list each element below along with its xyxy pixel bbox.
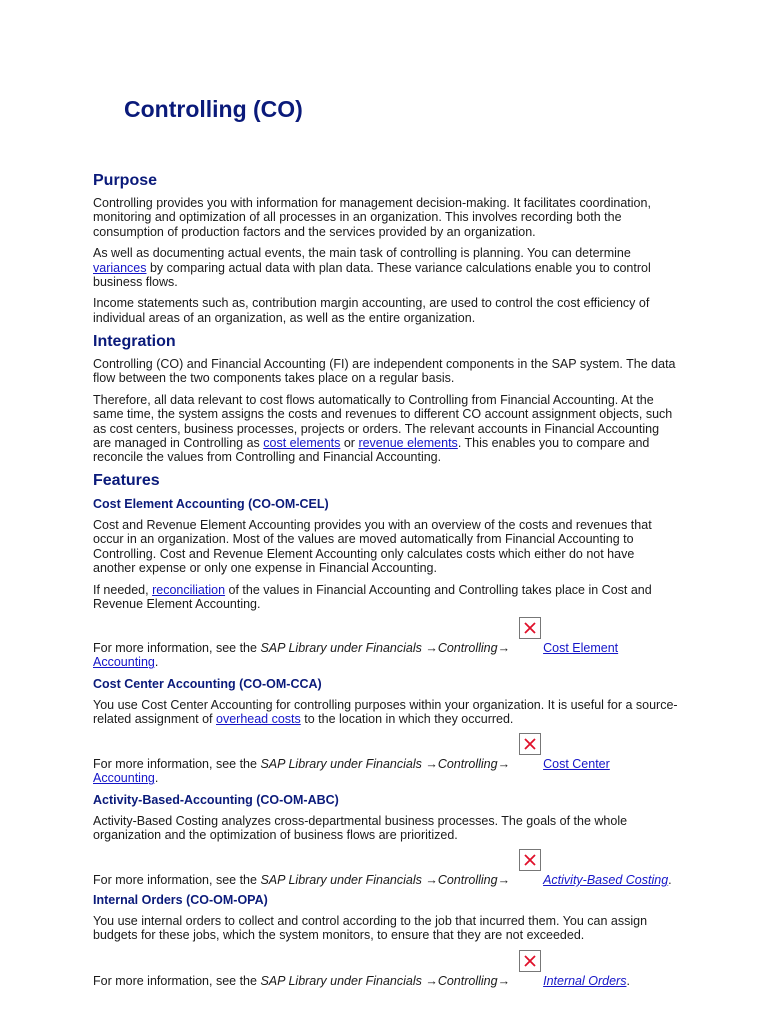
text: .	[626, 974, 630, 988]
cel-subsection	[93, 497, 678, 611]
text: As well as documenting actual events, the main task of controlling is planning. You can determine	[93, 246, 631, 261]
opa-subsection	[93, 893, 678, 943]
cca-subsection	[93, 677, 678, 727]
abc-more-info-line	[93, 873, 678, 887]
abc-heading: Activity-Based-Accounting (CO-OM-ABC)	[93, 793, 339, 807]
internal-orders-link[interactable]: Internal Orders	[543, 974, 627, 988]
library-path: SAP Library under Financials →Controlling→	[260, 641, 511, 655]
cca-paragraph-1	[93, 698, 678, 727]
text: For more information, see the	[93, 757, 261, 771]
text: or	[340, 436, 359, 451]
cel-more-info	[93, 641, 678, 670]
cca-more-info-line	[93, 757, 678, 786]
opa-more-info-line	[93, 974, 678, 988]
text: . This enables you to compare and reconcile the values from Controlling and Financial Accounting.	[93, 436, 650, 465]
cost-element-accounting-link[interactable]: Cost Element	[543, 641, 619, 655]
text: For more information, see the	[93, 641, 261, 655]
text: For more information, see the	[93, 974, 261, 988]
page-title: Controlling (CO)	[124, 96, 303, 122]
revenue-elements-link[interactable]: revenue elements	[358, 436, 458, 451]
text: .	[668, 873, 672, 887]
integration-paragraph-2	[93, 393, 678, 465]
overhead-costs-link[interactable]: overhead costs	[216, 712, 301, 727]
abc-more-info	[93, 873, 678, 887]
variances-link[interactable]: variances	[93, 260, 147, 275]
integration-heading: Integration	[93, 333, 176, 350]
text: .	[154, 771, 159, 786]
library-path: SAP Library under Financials →Controlling→	[260, 974, 511, 988]
library-path: SAP Library under Financials →Controlling→	[260, 757, 511, 771]
purpose-heading: Purpose	[93, 172, 158, 189]
text: If needed,	[93, 582, 153, 597]
integration-paragraph-1: Controlling (CO) and Financial Accounting (FI) are independent components in the SAP system. The data flow between the two components takes place on a regular basis.	[93, 357, 676, 386]
cca-more-info	[93, 757, 678, 786]
activity-based-costing-link[interactable]: Activity-Based Costing	[543, 873, 669, 887]
text: For more information, see the	[93, 873, 261, 887]
broken-image-icon	[519, 849, 541, 871]
features-section	[93, 472, 678, 490]
text: Therefore, all data relevant to cost flows automatically to Controlling from Financial Accounting. At the same time, the system assigns the costs and revenues to different CO account assignment objects, such as cost centers, business processes, projects or orders. The relevant accounts in Financial Accounting are managed in Controlling as	[93, 392, 673, 451]
cel-paragraph-1: Cost and Revenue Element Accounting provides you with an overview of the costs and revenues that occur in an organization. Most of the values are moved automatically from Financial Accounting to Controlling. Cost and Revenue Element Accounting only calculates costs which either do not have another expense or only one expense in Financial Accounting.	[93, 518, 652, 576]
cost-center-accounting-link-cont[interactable]: Accounting	[93, 771, 155, 786]
opa-more-info	[93, 974, 678, 988]
purpose-paragraph-3: Income statements such as, contribution margin accounting, are used to control the cost efficiency of individual areas of an organization, as well as the entire organization.	[93, 296, 650, 325]
purpose-section	[93, 172, 678, 190]
features-heading: Features	[93, 472, 160, 489]
broken-image-icon	[519, 733, 541, 755]
cost-center-accounting-link[interactable]: Cost Center	[543, 757, 610, 771]
cost-element-accounting-link-cont[interactable]: Accounting	[93, 655, 155, 670]
purpose-body	[93, 196, 678, 325]
cel-heading: Cost Element Accounting (CO-OM-CEL)	[93, 497, 329, 511]
integration-section	[93, 333, 678, 351]
opa-heading: Internal Orders (CO-OM-OPA)	[93, 893, 268, 907]
text: to the location in which they occurred.	[300, 712, 514, 727]
text: You use Cost Center Accounting for controlling purposes within your organization. It is useful for a source-related assignment of	[93, 698, 678, 727]
broken-image-icon	[519, 617, 541, 639]
text: of the values in Financial Accounting and Controlling takes place in Cost and Revenue Element Accounting.	[93, 582, 652, 612]
cost-elements-link[interactable]: cost elements	[263, 436, 341, 451]
abc-subsection	[93, 793, 678, 843]
purpose-paragraph-1: Controlling provides you with information for management decision-making. It facilitates coordination, monitoring and optimization of all processes in an organization. This involves recording both the consumption of production factors and the services provided by an organization.	[93, 196, 651, 239]
opa-paragraph-1: You use internal orders to collect and control according to the job that incurred them. You can assign budgets for these jobs, which the system monitors, to ensure that they are not exceeded.	[93, 914, 648, 943]
cel-more-info-line	[93, 641, 678, 670]
text: by comparing actual data with plan data. These variance calculations enable you to control business flows.	[93, 260, 651, 290]
cel-paragraph-2	[93, 583, 678, 612]
library-path: SAP Library under Financials →Controlling→	[260, 873, 511, 887]
broken-image-icon	[519, 950, 541, 972]
reconciliation-link[interactable]: reconciliation	[152, 582, 226, 597]
purpose-paragraph-2	[93, 246, 678, 289]
integration-body	[93, 357, 678, 465]
abc-paragraph-1: Activity-Based Costing analyzes cross-departmental business processes. The goals of the whole organization and the optimization of business flows are prioritized.	[93, 814, 628, 843]
text: .	[154, 655, 159, 670]
cca-heading: Cost Center Accounting (CO-OM-CCA)	[93, 677, 322, 691]
